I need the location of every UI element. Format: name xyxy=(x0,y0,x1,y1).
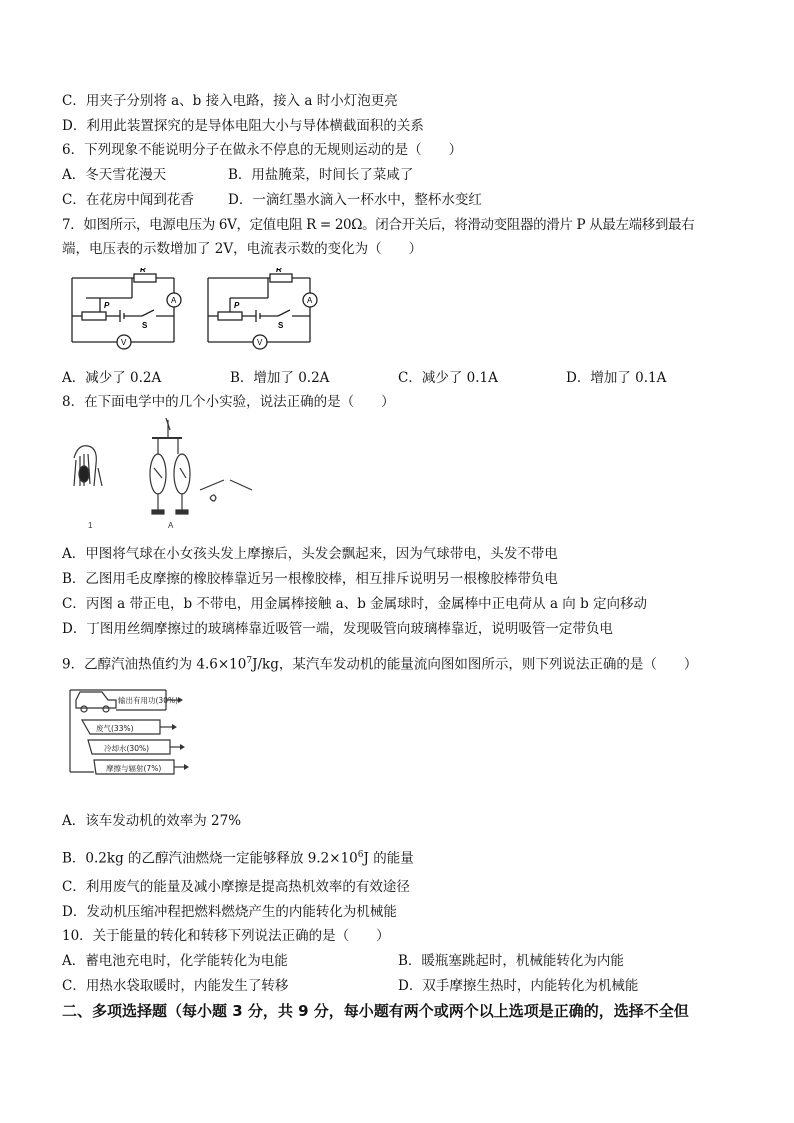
q7-circuit-diagram-left xyxy=(62,268,192,358)
q7-option-d: D．增加了 0.1A xyxy=(566,370,667,386)
q7-label-p: P xyxy=(234,301,240,310)
q8-option-c: C．丙图 a 带正电，b 不带电，用金属棒接触 a、b 金属球时，金属棒中正电荷从 a 向 b 定向移动 xyxy=(62,596,648,612)
q7-stem-line1: 7．如图所示，电源电压为 6V，定值电阻 R = 20Ω。闭合开关后，将滑动变阻器的滑片 P 从最左端移到最右 xyxy=(62,217,695,233)
q7-label-voltmeter: V xyxy=(257,338,263,347)
q8-stem: 8．在下面电学中的几个小实验，说法正确的是（ ） xyxy=(62,394,395,410)
q9-option-b-suffix: J 的能量 xyxy=(363,850,414,867)
q10-option-a: A．蓄电池充电时，化学能转化为电能 xyxy=(62,953,288,969)
q7-option-b: B．增加了 0.2A xyxy=(230,370,330,386)
q10-stem: 10．关于能量的转化和转移下列说法正确的是（ ） xyxy=(62,928,390,944)
q7-label-r: R xyxy=(140,268,146,274)
q6-stem: 6．下列现象不能说明分子在做永不停息的无规则运动的是（ ） xyxy=(62,142,463,158)
q9-option-a: A．该车发动机的效率为 27% xyxy=(62,813,242,829)
q9-stem xyxy=(62,652,697,674)
q7-label-r: R xyxy=(276,268,282,274)
q7-label-voltmeter: V xyxy=(121,338,127,347)
q7-option-c: C．减少了 0.1A xyxy=(398,370,498,386)
q10-option-d: D．双手摩擦生热时，内能转化为机械能 xyxy=(398,978,639,994)
q8-option-a: A．甲图将气球在小女孩头发上摩擦后，头发会飘起来，因为气球带电，头发不带电 xyxy=(62,546,558,562)
energy-label-friction: 摩擦与辐射(7%) xyxy=(106,764,162,773)
q10-option-c: C．用热水袋取暖时，内能发生了转移 xyxy=(62,978,289,994)
svg-text:1: 1 xyxy=(88,521,93,530)
q7-label-ammeter: A xyxy=(171,296,177,305)
energy-label-exhaust: 废气(33%) xyxy=(96,724,134,733)
q6-option-a: A．冬天雪花漫天 xyxy=(62,167,167,183)
q6-option-b: B．用盐腌菜，时间长了菜咸了 xyxy=(228,167,414,183)
q7-stem-line2: 端，电压表的示数增加了 2V，电流表示数的变化为（ ） xyxy=(62,241,423,257)
q8-experiment-figures xyxy=(62,418,282,530)
q9-option-b xyxy=(62,846,414,868)
q10-option-b: B．暖瓶塞跳起时，机械能转化为内能 xyxy=(398,953,624,969)
q7-option-a: A．减少了 0.2A xyxy=(62,370,162,386)
section-2-heading: 二、多项选择题（每小题 3 分，共 9 分，每小题有两个或两个以上选项是正确的，选择不全但 xyxy=(62,1002,689,1020)
q9-option-b-prefix: B．0.2kg 的乙醇汽油燃烧一定能够释放 9.2×10 xyxy=(62,850,358,867)
q5-option-d: D．利用此装置探究的是导体电阻大小与导体横截面积的关系 xyxy=(62,118,424,134)
q6-option-d: D．一滴红墨水滴入一杯水中，整杯水变红 xyxy=(228,192,482,208)
q7-label-ammeter: A xyxy=(307,296,313,305)
energy-label-cooling: 冷却水(30%) xyxy=(104,744,150,753)
q9-stem-exponent: 7 xyxy=(246,656,253,666)
energy-label-useful-work: 输出有用功(30%) xyxy=(118,696,179,705)
q8-option-d: D．丁图用丝绸摩擦过的玻璃棒靠近吸管一端，发现吸管向玻璃棒靠近，说明吸管一定带负电 xyxy=(62,621,613,637)
q8-option-b: B．乙图用毛皮摩擦的橡胶棒靠近另一根橡胶棒，相互排斥说明另一根橡胶棒带负电 xyxy=(62,571,558,587)
q7-label-s: S xyxy=(278,321,284,330)
svg-text:A: A xyxy=(168,521,174,530)
q7-label-p: P xyxy=(104,301,110,310)
q9-option-b-exponent: 6 xyxy=(357,850,364,860)
q6-option-c: C．在花房中闻到花香 xyxy=(62,192,194,208)
q9-stem-suffix: J/kg，某汽车发动机的能量流向图如图所示，则下列说法正确的是（ ） xyxy=(252,656,698,673)
q7-circuit-diagram-right xyxy=(198,268,328,358)
q9-energy-flow-diagram xyxy=(66,684,216,802)
q5-option-c: C．用夹子分别将 a、b 接入电路，接入 a 时小灯泡更亮 xyxy=(62,93,398,109)
q7-label-s: S xyxy=(142,321,148,330)
q9-stem-prefix: 9．乙醇汽油热值约为 4.6×10 xyxy=(62,656,247,673)
q9-option-c: C．利用废气的能量及减小摩擦是提高热机效率的有效途径 xyxy=(62,879,410,895)
q9-option-d: D．发动机压缩冲程把燃料燃烧产生的内能转化为机械能 xyxy=(62,904,397,920)
